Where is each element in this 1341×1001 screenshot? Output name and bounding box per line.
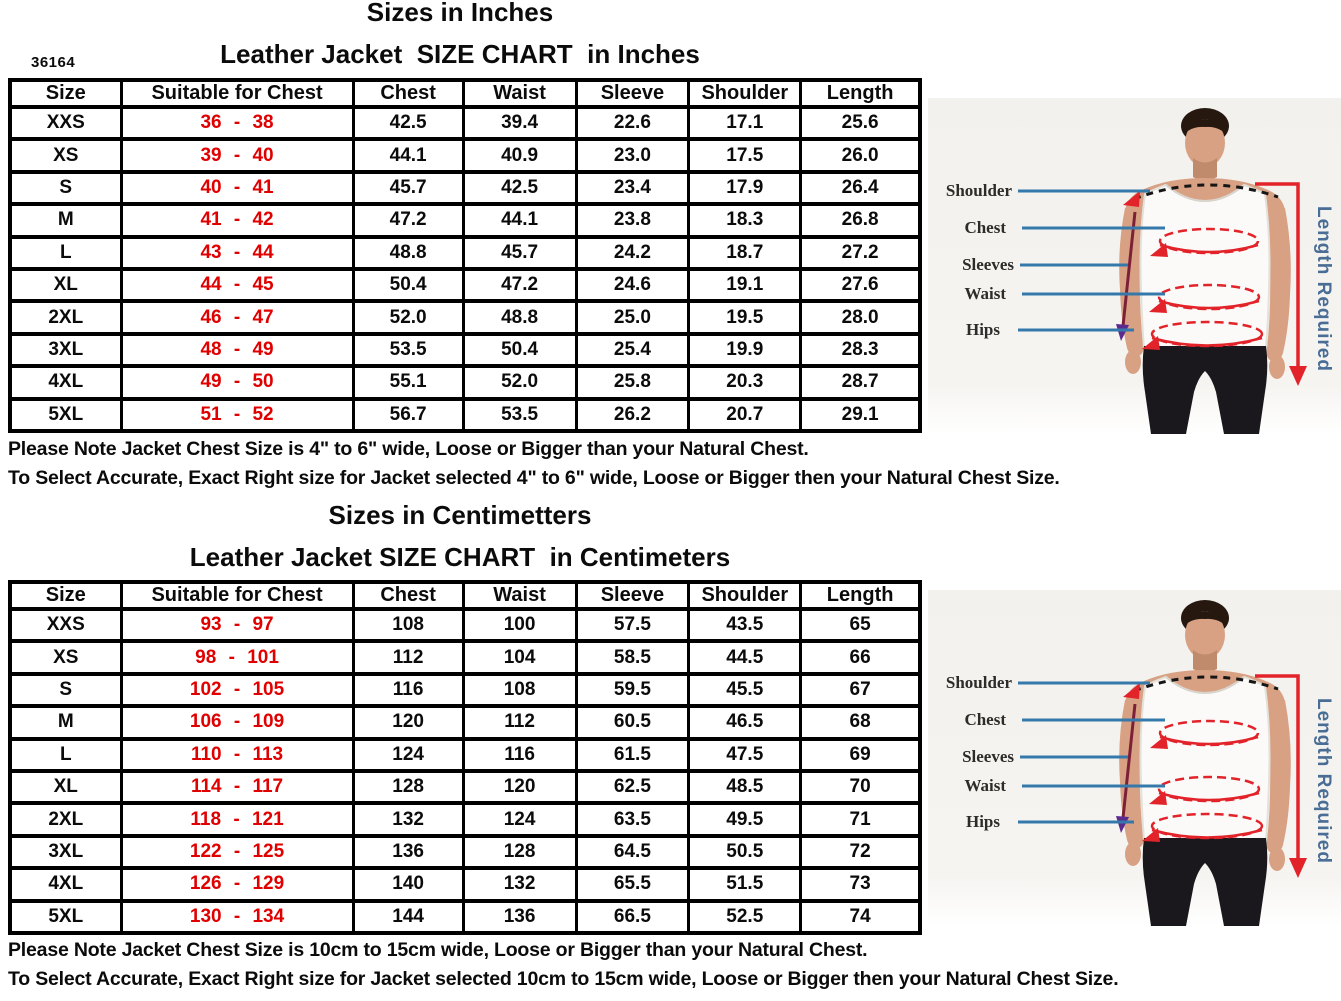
measurement-value-cell: 19.5 [689,301,801,333]
size-label-cell: 5XL [10,901,121,933]
measurement-value-cell: 44.5 [689,641,801,673]
size-row-xl [10,269,920,301]
label-shoulder: Shoulder [945,181,1012,200]
measurement-value-cell: 67 [801,674,920,706]
size-row-m [10,204,920,236]
measurement-value-cell: 48.8 [463,301,576,333]
chest-range-cell: 118 - 121 [121,803,353,835]
size-label-cell: 2XL [10,803,121,835]
measurement-value-cell: 23.0 [576,139,689,171]
measurement-value-cell: 53.5 [353,334,463,366]
chest-range-cell: 122 - 125 [121,836,353,868]
column-header-suitable-for-chest: Suitable for Chest [121,582,353,609]
size-row-xl [10,771,920,803]
measurement-value-cell: 46.5 [689,706,801,738]
chest-range-cell: 46 - 47 [121,301,353,333]
size-row-xs [10,139,920,171]
measurement-value-cell: 50.4 [463,334,576,366]
measurement-value-cell: 68 [801,706,920,738]
measurement-value-cell: 50.4 [353,269,463,301]
measurement-value-cell: 58.5 [576,641,689,673]
chest-range-cell: 39 - 40 [121,139,353,171]
chest-range-cell: 43 - 44 [121,237,353,269]
chest-range-cell: 41 - 42 [121,204,353,236]
chest-range-cell: 51 - 52 [121,399,353,431]
measurement-value-cell: 132 [463,868,576,900]
measurement-value-cell: 25.4 [576,334,689,366]
measurement-value-cell: 60.5 [576,706,689,738]
measurement-value-cell: 69 [801,739,920,771]
label-sleeves: Sleeves [962,747,1014,766]
measurement-value-cell: 65.5 [576,868,689,900]
column-header-sleeve: Sleeve [576,80,689,107]
measurement-figure-cm [928,590,1341,930]
column-header-waist: Waist [463,582,576,609]
measurement-value-cell: 17.9 [689,172,801,204]
size-label-cell: 5XL [10,399,121,431]
size-row-5xl [10,399,920,431]
inches-section-heading: Sizes in Inches [366,0,554,27]
chest-range-cell: 130 - 134 [121,901,353,933]
label-waist: Waist [964,284,1006,303]
size-row-l [10,739,920,771]
chest-range-cell: 106 - 109 [121,706,353,738]
size-label-cell: S [10,674,121,706]
measurement-value-cell: 39.4 [463,107,576,139]
measurement-value-cell: 20.3 [689,366,801,398]
measurement-value-cell: 24.6 [576,269,689,301]
measurement-value-cell: 128 [353,771,463,803]
measurement-value-cell: 120 [353,706,463,738]
measurement-value-cell: 112 [463,706,576,738]
size-label-cell: XXS [10,107,121,139]
measurement-value-cell: 55.1 [353,366,463,398]
measurement-value-cell: 28.7 [801,366,920,398]
inches-chart-title: Leather Jacket SIZE CHART in Inches [220,39,700,69]
measurement-value-cell: 132 [353,803,463,835]
measurement-value-cell: 47.2 [353,204,463,236]
measurement-value-cell: 108 [353,609,463,641]
measurement-value-cell: 19.9 [689,334,801,366]
measurement-value-cell: 52.0 [353,301,463,333]
measurement-value-cell: 112 [353,641,463,673]
measurement-value-cell: 74 [801,901,920,933]
column-header-length: Length [801,80,920,107]
measurement-value-cell: 19.1 [689,269,801,301]
measurement-value-cell: 23.4 [576,172,689,204]
measurement-value-cell: 108 [463,674,576,706]
size-label-cell: 3XL [10,836,121,868]
size-row-s [10,172,920,204]
header-row [10,582,920,609]
cm-note-2: To Select Accurate, Exact Right size for Jacket selected 10cm to 15cm wide, Loose or Bigger then your Natural Chest Size. [8,968,1119,990]
chest-range-cell: 102 - 105 [121,674,353,706]
size-label-cell: 3XL [10,334,121,366]
inches-note-2: To Select Accurate, Exact Right size for Jacket selected 4" to 6" wide, Loose or Bigger then your Natural Chest Size. [8,467,1060,489]
measurement-value-cell: 124 [463,803,576,835]
measurement-value-cell: 45.5 [689,674,801,706]
size-row-m [10,706,920,738]
measurement-value-cell: 61.5 [576,739,689,771]
column-header-shoulder: Shoulder [689,582,801,609]
measurement-value-cell: 49.5 [689,803,801,835]
size-label-cell: 4XL [10,868,121,900]
column-header-chest: Chest [353,80,463,107]
cm-section-heading: Sizes in Centimetters [328,500,592,530]
size-label-cell: XL [10,269,121,301]
measurement-value-cell: 44.1 [463,204,576,236]
measurement-value-cell: 52.0 [463,366,576,398]
measurement-value-cell: 144 [353,901,463,933]
size-row-2xl [10,803,920,835]
measurement-value-cell: 128 [463,836,576,868]
measurement-value-cell: 73 [801,868,920,900]
measurement-value-cell: 124 [353,739,463,771]
measurement-value-cell: 63.5 [576,803,689,835]
measurement-value-cell: 53.5 [463,399,576,431]
measurement-value-cell: 24.2 [576,237,689,269]
measurement-value-cell: 26.8 [801,204,920,236]
measurement-guide-figure [928,98,1341,438]
measurement-value-cell: 17.1 [689,107,801,139]
measurement-value-cell: 25.6 [801,107,920,139]
measurement-value-cell: 100 [463,609,576,641]
measurement-value-cell: 42.5 [353,107,463,139]
chest-range-cell: 49 - 50 [121,366,353,398]
label-shoulder: Shoulder [945,673,1012,692]
size-label-cell: M [10,706,121,738]
measurement-value-cell: 140 [353,868,463,900]
measurement-value-cell: 47.2 [463,269,576,301]
size-label-cell: XL [10,771,121,803]
measurement-value-cell: 65 [801,609,920,641]
size-label-cell: XS [10,641,121,673]
measurement-value-cell: 56.7 [353,399,463,431]
measurement-value-cell: 120 [463,771,576,803]
measurement-value-cell: 25.0 [576,301,689,333]
label-hips: Hips [965,812,1000,831]
label-length-required: Length Required [1313,698,1334,864]
measurement-value-cell: 47.5 [689,739,801,771]
cm-size-table [8,580,922,935]
size-label-cell: L [10,237,121,269]
size-label-cell: 4XL [10,366,121,398]
chest-range-cell: 98 - 101 [121,641,353,673]
header-row [10,80,920,107]
size-label-cell: M [10,204,121,236]
chest-range-cell: 126 - 129 [121,868,353,900]
measurement-value-cell: 50.5 [689,836,801,868]
size-row-3xl [10,334,920,366]
measurement-value-cell: 44.1 [353,139,463,171]
column-header-chest: Chest [353,582,463,609]
measurement-value-cell: 59.5 [576,674,689,706]
measurement-value-cell: 26.0 [801,139,920,171]
size-row-5xl [10,901,920,933]
measurement-value-cell: 45.7 [353,172,463,204]
chest-range-cell: 114 - 117 [121,771,353,803]
size-row-xs [10,641,920,673]
column-header-waist: Waist [463,80,576,107]
size-row-xxs [10,609,920,641]
measurement-value-cell: 104 [463,641,576,673]
measurement-value-cell: 48.8 [353,237,463,269]
measurement-value-cell: 18.7 [689,237,801,269]
measurement-value-cell: 20.7 [689,399,801,431]
column-header-length: Length [801,582,920,609]
inches-note-1: Please Note Jacket Chest Size is 4" to 6" wide, Loose or Bigger than your Natural Chest. [8,438,809,460]
measurement-value-cell: 45.7 [463,237,576,269]
chest-range-cell: 48 - 49 [121,334,353,366]
label-length-required: Length Required [1313,206,1334,372]
chest-range-cell: 110 - 113 [121,739,353,771]
measurement-value-cell: 42.5 [463,172,576,204]
measurement-figure-inches [928,98,1341,438]
size-row-4xl [10,868,920,900]
cm-chart-title: Leather Jacket SIZE CHART in Centimeters [189,542,731,572]
measurement-value-cell: 27.6 [801,269,920,301]
product-sku: 36164 [31,54,76,71]
column-header-size: Size [10,582,121,609]
measurement-value-cell: 22.6 [576,107,689,139]
cm-note-1: Please Note Jacket Chest Size is 10cm to 15cm wide, Loose or Bigger than your Natural Chest. [8,939,868,961]
chest-range-cell: 93 - 97 [121,609,353,641]
label-waist: Waist [964,776,1006,795]
measurement-value-cell: 70 [801,771,920,803]
measurement-value-cell: 28.0 [801,301,920,333]
measurement-value-cell: 48.5 [689,771,801,803]
measurement-value-cell: 66.5 [576,901,689,933]
size-label-cell: XS [10,139,121,171]
size-row-xxs [10,107,920,139]
measurement-value-cell: 18.3 [689,204,801,236]
measurement-value-cell: 23.8 [576,204,689,236]
measurement-value-cell: 71 [801,803,920,835]
measurement-value-cell: 116 [463,739,576,771]
measurement-value-cell: 57.5 [576,609,689,641]
column-header-sleeve: Sleeve [576,582,689,609]
size-label-cell: 2XL [10,301,121,333]
measurement-value-cell: 72 [801,836,920,868]
measurement-value-cell: 52.5 [689,901,801,933]
size-row-2xl [10,301,920,333]
label-hips: Hips [965,320,1000,339]
size-row-4xl [10,366,920,398]
measurement-value-cell: 51.5 [689,868,801,900]
measurement-value-cell: 43.5 [689,609,801,641]
column-header-suitable-for-chest: Suitable for Chest [121,80,353,107]
measurement-value-cell: 25.8 [576,366,689,398]
label-sleeves: Sleeves [962,255,1014,274]
measurement-value-cell: 66 [801,641,920,673]
measurement-guide-figure [928,590,1341,930]
measurement-value-cell: 40.9 [463,139,576,171]
measurement-value-cell: 17.5 [689,139,801,171]
chest-range-cell: 44 - 45 [121,269,353,301]
size-label-cell: XXS [10,609,121,641]
size-label-cell: L [10,739,121,771]
measurement-value-cell: 29.1 [801,399,920,431]
measurement-value-cell: 136 [463,901,576,933]
measurement-value-cell: 64.5 [576,836,689,868]
chest-range-cell: 36 - 38 [121,107,353,139]
measurement-value-cell: 26.4 [801,172,920,204]
label-chest: Chest [964,218,1006,237]
inches-size-table [8,78,922,433]
measurement-value-cell: 116 [353,674,463,706]
size-row-3xl [10,836,920,868]
size-label-cell: S [10,172,121,204]
measurement-value-cell: 26.2 [576,399,689,431]
chest-range-cell: 40 - 41 [121,172,353,204]
measurement-value-cell: 27.2 [801,237,920,269]
column-header-size: Size [10,80,121,107]
column-header-shoulder: Shoulder [689,80,801,107]
label-chest: Chest [964,710,1006,729]
size-row-s [10,674,920,706]
measurement-value-cell: 136 [353,836,463,868]
measurement-value-cell: 28.3 [801,334,920,366]
measurement-value-cell: 62.5 [576,771,689,803]
size-row-l [10,237,920,269]
